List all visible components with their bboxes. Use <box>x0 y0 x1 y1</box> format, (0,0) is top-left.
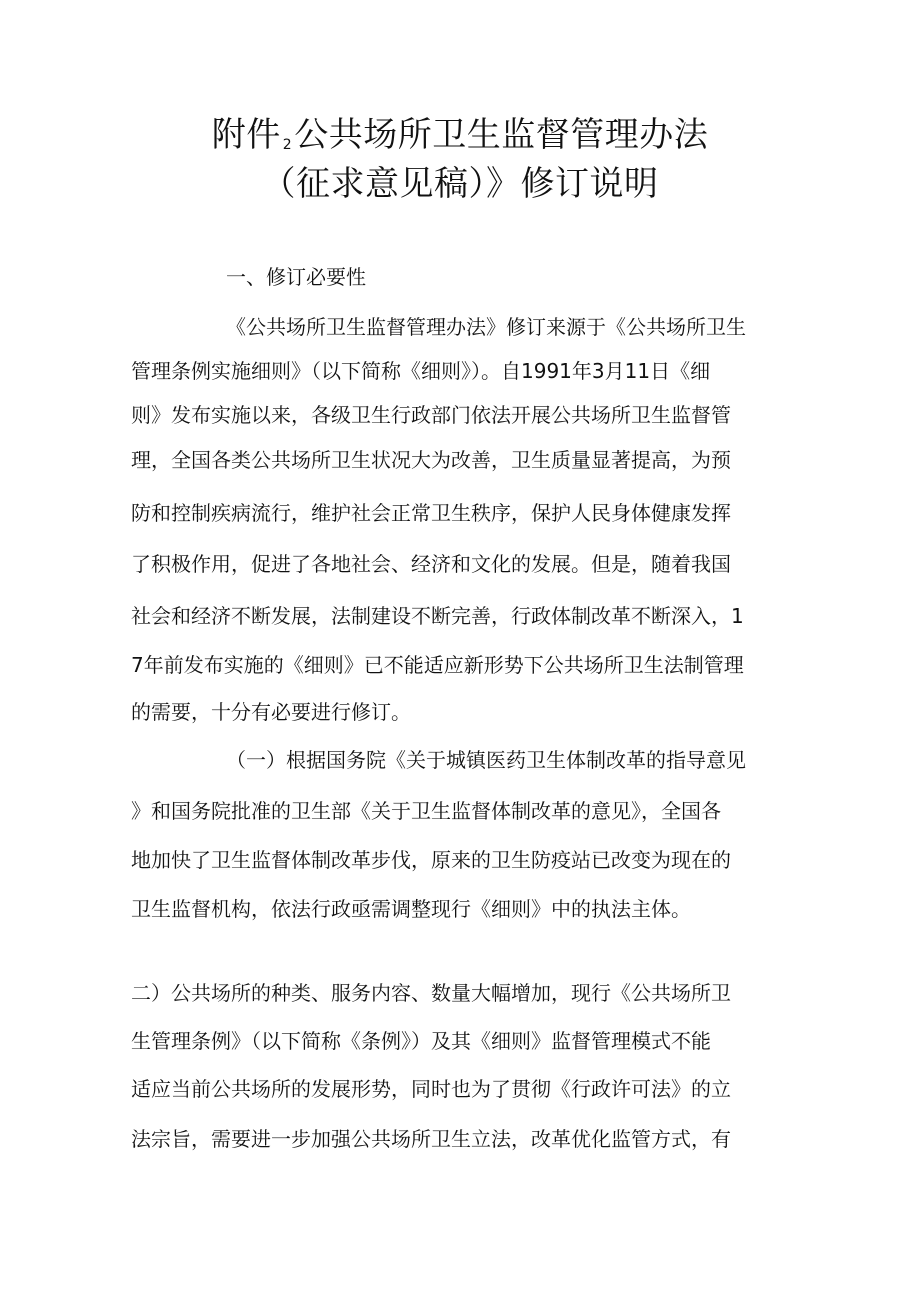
paragraph1-line: 则》发布实施以来，各级卫生行政部门依法开展公共场所卫生监督管 <box>131 403 731 427</box>
paragraph3-line: 生管理条例》（以下简称《条例》）及其《细则》监督管理模式不能 <box>131 1029 711 1053</box>
paragraph3-line: 二）公共场所的种类、服务内容、数量大幅增加，现行《公共场所卫 <box>131 981 731 1005</box>
paragraph1-line: 了积极作用，促进了各地社会、经济和文化的发展。但是，随着我国 <box>131 552 731 576</box>
paragraph1-line: 防和控制疾病流行，维护社会正常卫生秩序，保护人民身体健康发挥 <box>131 501 731 525</box>
paragraph2-line: 地加快了卫生监督体制改革步伐，原来的卫生防疫站已改变为现在的 <box>131 848 731 872</box>
section-heading-necessity: 一、修订必要性 <box>226 265 366 289</box>
paragraph3-line: 法宗旨，需要进一步加强公共场所卫生立法，改革优化监管方式，有 <box>131 1127 731 1151</box>
paragraph3-line: 适应当前公共场所的发展形势，同时也为了贯彻《行政许可法》的立 <box>131 1077 731 1101</box>
paragraph1-line: 理，全国各类公共场所卫生状况大为改善，卫生质量显著提高，为预 <box>131 448 731 472</box>
document-title-line-2: （征求意见稿）》修订说明 <box>261 164 659 204</box>
title-main: 公共场所卫生监督管理办法 <box>294 115 709 155</box>
paragraph1-line: 7年前发布实施的《细则》已不能适应新形势下公共场所卫生法制管理 <box>131 653 744 677</box>
paragraph1-line: 的需要，十分有必要进行修订。 <box>131 700 411 724</box>
paragraph2-line: 卫生监督机构，依法行政亟需调整现行《细则》中的执法主体。 <box>131 897 691 921</box>
title-attachment-number: 2 <box>282 137 293 153</box>
document-title-line-1 <box>0 115 920 165</box>
paragraph2-line: （一）根据国务院《关于城镇医药卫生体制改革的指导意见 <box>226 748 746 772</box>
paragraph2-line: 》和国务院批准的卫生部《关于卫生监督体制改革的意见》，全国各 <box>131 799 721 823</box>
title-prefix: 附件 <box>211 115 281 155</box>
paragraph1-line: 社会和经济不断发展，法制建设不断完善，行政体制改革不断深入，1 <box>131 604 744 628</box>
paragraph1-line: 管理条例实施细则》（以下简称《细则》）。自1991年3月11日《细 <box>131 359 711 383</box>
paragraph1-line: 《公共场所卫生监督管理办法》修订来源于《公共场所卫生 <box>226 315 746 339</box>
